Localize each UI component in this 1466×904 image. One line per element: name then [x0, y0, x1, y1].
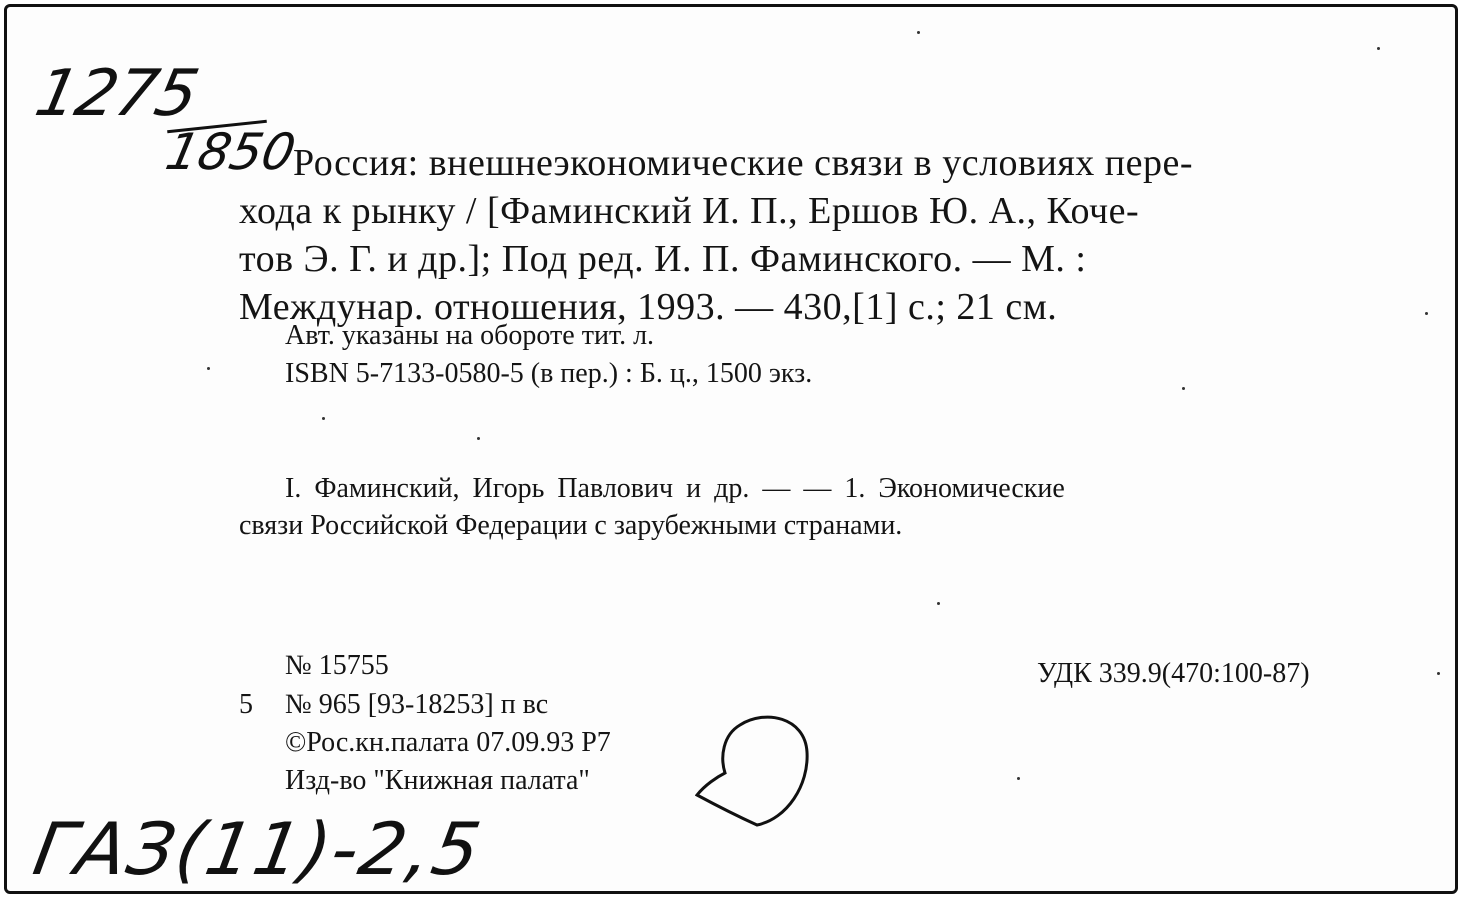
entry-line-3: тов Э. Г. и др.]; Под ред. И. П. Фаминского. — М. :	[239, 238, 1087, 280]
speck	[937, 602, 940, 605]
entry-line-4: Междунар. отношения, 1993. — 430,[1] с.; 21 см.	[239, 286, 1058, 328]
speck	[207, 367, 210, 370]
author-note: Авт. указаны на обороте тит. л.	[285, 320, 655, 351]
isbn-line: ISBN 5-7133-0580-5 (в пер.) : Б. ц., 1500 экз.	[285, 358, 813, 389]
catalog-subject-line-2: связи Российской Федерации с зарубежными странами.	[239, 510, 903, 541]
speck	[1437, 672, 1440, 675]
speck	[1377, 47, 1380, 50]
handwritten-number-mid: 1850	[160, 123, 301, 181]
speck	[917, 31, 920, 34]
catalog-subject-line-1: I. Фаминский, Игорь Павлович и др. — — 1. Экономические	[285, 473, 1065, 504]
speck	[1017, 777, 1020, 780]
stamp-circle-icon	[695, 707, 825, 827]
udk-code: УДК 339.9(470:100-87)	[1037, 658, 1310, 689]
card-lead-number: 5	[239, 689, 253, 720]
entry-line-1: Россия: внешнеэкономические связи в условиях пере-	[293, 142, 1194, 184]
entry-line-2: хода к рынку / [Фаминский И. П., Ершов Ю. А., Коче-	[239, 190, 1140, 232]
publisher-line: Изд-во "Книжная палата"	[285, 765, 590, 796]
speck	[1182, 387, 1185, 390]
catalog-card	[4, 4, 1458, 894]
handwritten-number-top: 1275	[29, 57, 204, 131]
registration-number: № 965 [93-18253] п вс	[285, 689, 549, 720]
speck	[477, 437, 480, 440]
card-number: № 15755	[285, 650, 389, 681]
speck	[322, 417, 325, 420]
handwritten-code-bottom: ГАЗ(11)-2,5	[27, 807, 489, 891]
speck	[1425, 312, 1428, 315]
copyright-line: ©Рос.кн.палата 07.09.93 Р7	[285, 727, 611, 758]
